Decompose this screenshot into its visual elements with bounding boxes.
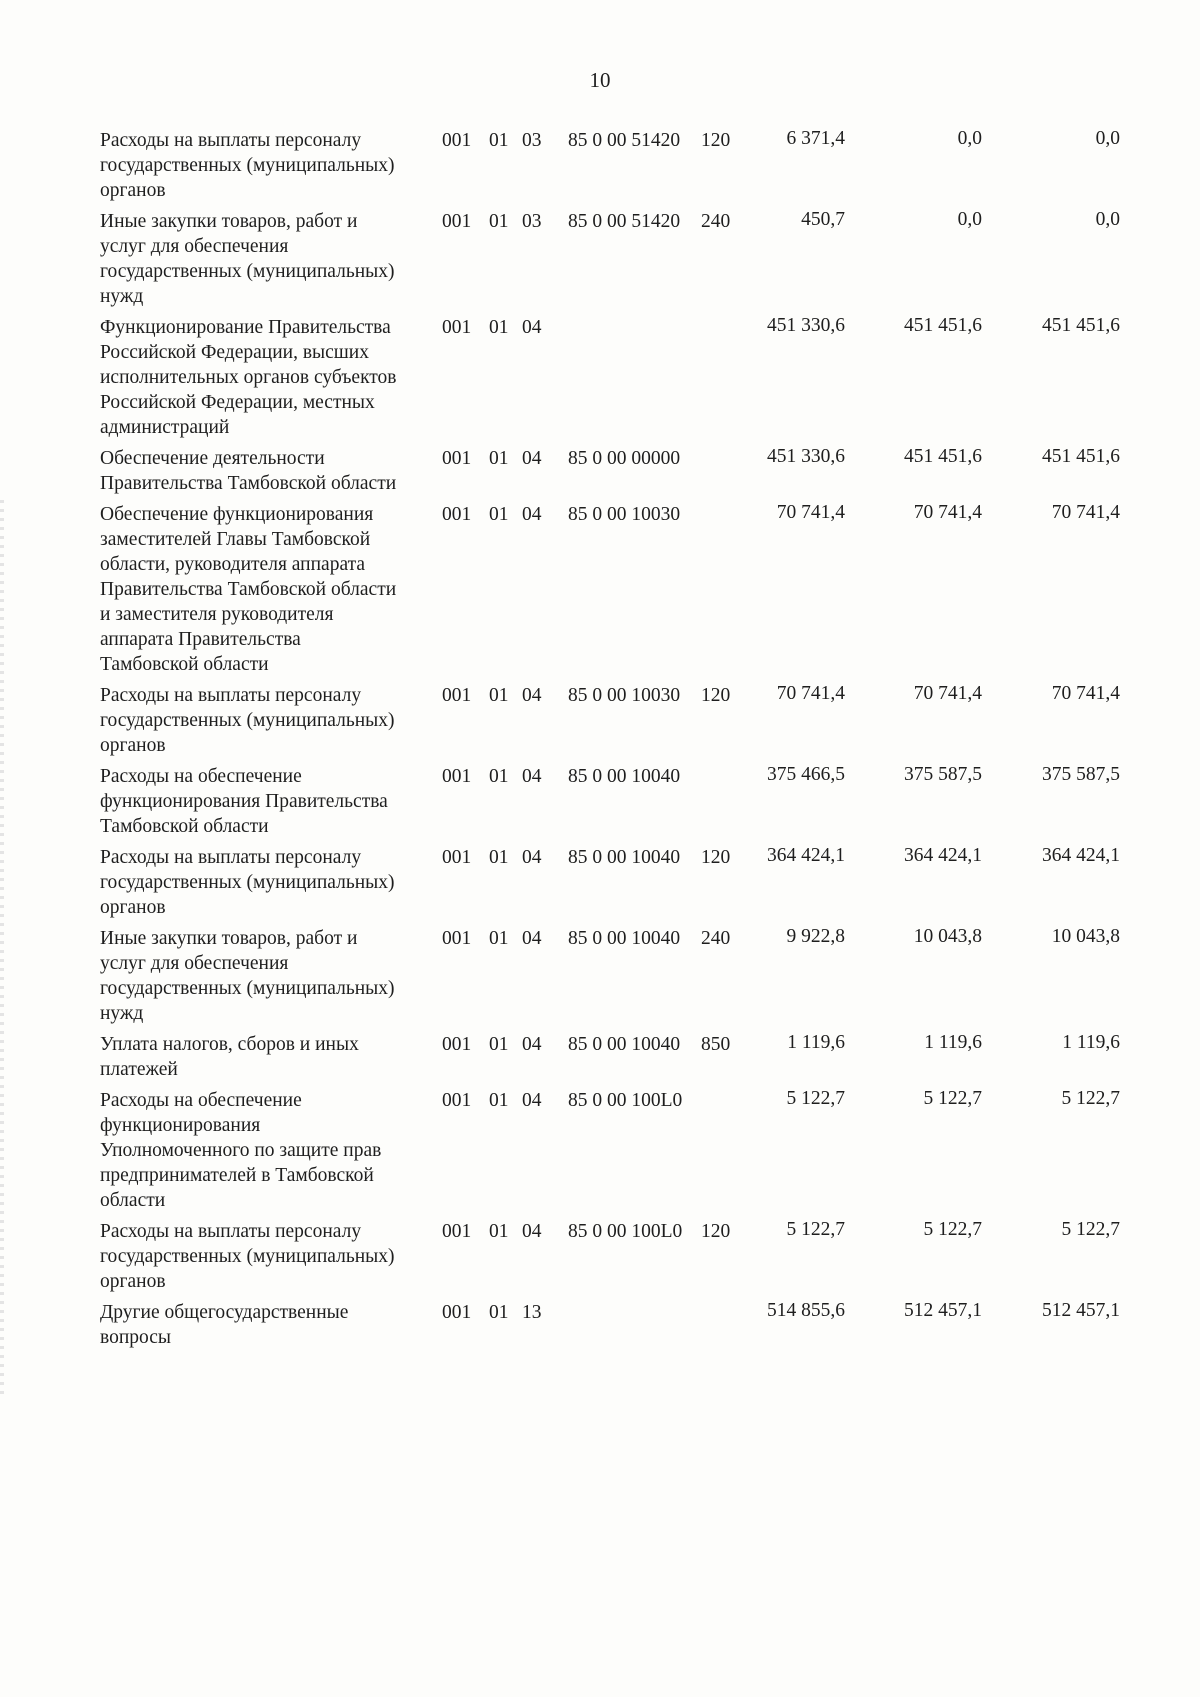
amount-year-1: 450,7 bbox=[801, 209, 845, 230]
subsection-code: 03 bbox=[522, 130, 542, 151]
amount-year-2: 5 122,7 bbox=[923, 1219, 982, 1240]
section-code: 01 bbox=[489, 1034, 509, 1055]
target-article-code: 85 0 00 10030 bbox=[568, 504, 681, 525]
subsection-code: 04 bbox=[522, 766, 542, 787]
row-name: Обеспечение деятельности Правительства Тамбовской области bbox=[100, 448, 397, 494]
table-row bbox=[100, 502, 1180, 677]
ved-code: 001 bbox=[442, 317, 472, 338]
section-code: 01 bbox=[489, 317, 509, 338]
amount-year-1: 9 922,8 bbox=[786, 926, 845, 947]
expense-type-code: 850 bbox=[701, 1034, 731, 1055]
expense-type-code: 120 bbox=[701, 130, 731, 151]
row-name: Расходы на выплаты персоналу государственных (муниципальных) органов bbox=[100, 130, 395, 201]
table-row bbox=[100, 1300, 1180, 1350]
target-article-code: 85 0 00 10040 bbox=[568, 928, 681, 949]
ved-code: 001 bbox=[442, 1090, 472, 1111]
row-name: Расходы на выплаты персоналу государственных (муниципальных) органов bbox=[100, 685, 395, 756]
amount-year-3: 375 587,5 bbox=[1042, 764, 1120, 785]
amount-year-3: 5 122,7 bbox=[1061, 1088, 1120, 1109]
amount-year-2: 10 043,8 bbox=[913, 926, 982, 947]
target-article-code: 85 0 00 10040 bbox=[568, 1034, 681, 1055]
ved-code: 001 bbox=[442, 928, 472, 949]
amount-year-1: 5 122,7 bbox=[786, 1219, 845, 1240]
amount-year-1: 70 741,4 bbox=[776, 502, 845, 523]
amount-year-1: 5 122,7 bbox=[786, 1088, 845, 1109]
amount-year-1: 451 330,6 bbox=[767, 315, 845, 336]
amount-year-1: 375 466,5 bbox=[767, 764, 845, 785]
table-row bbox=[100, 683, 1180, 758]
section-code: 01 bbox=[489, 448, 509, 469]
row-name: Функционирование Правительства Российской Федерации, высших исполнительных органов субъектов Российской Федерации, местных администраций bbox=[100, 317, 397, 438]
ved-code: 001 bbox=[442, 130, 472, 151]
amount-year-1: 6 371,4 bbox=[786, 128, 845, 149]
table-row bbox=[100, 1032, 1180, 1082]
row-name: Уплата налогов, сборов и иных платежей bbox=[100, 1034, 359, 1080]
table-row bbox=[100, 1219, 1180, 1294]
amount-year-2: 375 587,5 bbox=[904, 764, 982, 785]
amount-year-1: 364 424,1 bbox=[767, 845, 845, 866]
amount-year-2: 0,0 bbox=[957, 128, 982, 149]
subsection-code: 13 bbox=[522, 1302, 542, 1323]
row-name: Другие общегосударственные вопросы bbox=[100, 1302, 349, 1348]
subsection-code: 04 bbox=[522, 317, 542, 338]
subsection-code: 04 bbox=[522, 685, 542, 706]
amount-year-3: 451 451,6 bbox=[1042, 446, 1120, 467]
amount-year-1: 451 330,6 bbox=[767, 446, 845, 467]
section-code: 01 bbox=[489, 1221, 509, 1242]
ved-code: 001 bbox=[442, 685, 472, 706]
amount-year-2: 0,0 bbox=[957, 209, 982, 230]
section-code: 01 bbox=[489, 504, 509, 525]
row-name: Иные закупки товаров, работ и услуг для обеспечения государственных (муниципальных) нужд bbox=[100, 211, 395, 307]
target-article-code: 85 0 00 00000 bbox=[568, 448, 681, 469]
page-number: 10 bbox=[589, 68, 611, 92]
amount-year-2: 512 457,1 bbox=[904, 1300, 982, 1321]
section-code: 01 bbox=[489, 685, 509, 706]
amount-year-3: 70 741,4 bbox=[1051, 502, 1120, 523]
amount-year-2: 451 451,6 bbox=[904, 315, 982, 336]
amount-year-3: 70 741,4 bbox=[1051, 683, 1120, 704]
ved-code: 001 bbox=[442, 211, 472, 232]
expense-type-code: 240 bbox=[701, 928, 731, 949]
budget-table bbox=[100, 128, 1180, 1356]
table-row bbox=[100, 446, 1180, 496]
amount-year-3: 5 122,7 bbox=[1061, 1219, 1120, 1240]
amount-year-2: 70 741,4 bbox=[913, 502, 982, 523]
amount-year-3: 0,0 bbox=[1095, 128, 1120, 149]
amount-year-2: 451 451,6 bbox=[904, 446, 982, 467]
ved-code: 001 bbox=[442, 1221, 472, 1242]
target-article-code: 85 0 00 100L0 bbox=[568, 1221, 683, 1242]
expense-type-code: 120 bbox=[701, 847, 731, 868]
row-name: Расходы на обеспечение функционирования Уполномоченного по защите прав предпринимателей в Тамбовской области bbox=[100, 1090, 382, 1211]
expense-type-code: 120 bbox=[701, 1221, 731, 1242]
target-article-code: 85 0 00 10040 bbox=[568, 847, 681, 868]
target-article-code: 85 0 00 51420 bbox=[568, 211, 681, 232]
amount-year-3: 364 424,1 bbox=[1042, 845, 1120, 866]
amount-year-1: 70 741,4 bbox=[776, 683, 845, 704]
ved-code: 001 bbox=[442, 1034, 472, 1055]
table-row bbox=[100, 926, 1180, 1026]
subsection-code: 04 bbox=[522, 504, 542, 525]
table-row bbox=[100, 315, 1180, 440]
amount-year-2: 364 424,1 bbox=[904, 845, 982, 866]
ved-code: 001 bbox=[442, 448, 472, 469]
target-article-code: 85 0 00 51420 bbox=[568, 130, 681, 151]
amount-year-2: 1 119,6 bbox=[924, 1032, 982, 1053]
table-row bbox=[100, 845, 1180, 920]
section-code: 01 bbox=[489, 1302, 509, 1323]
ved-code: 001 bbox=[442, 766, 472, 787]
amount-year-1: 514 855,6 bbox=[767, 1300, 845, 1321]
expense-type-code: 120 bbox=[701, 685, 731, 706]
amount-year-2: 5 122,7 bbox=[923, 1088, 982, 1109]
row-name: Расходы на обеспечение функционирования Правительства Тамбовской области bbox=[100, 766, 388, 837]
section-code: 01 bbox=[489, 766, 509, 787]
subsection-code: 04 bbox=[522, 1221, 542, 1242]
target-article-code: 85 0 00 10040 bbox=[568, 766, 681, 787]
section-code: 01 bbox=[489, 928, 509, 949]
ved-code: 001 bbox=[442, 504, 472, 525]
section-code: 01 bbox=[489, 847, 509, 868]
section-code: 01 bbox=[489, 1090, 509, 1111]
amount-year-3: 0,0 bbox=[1095, 209, 1120, 230]
target-article-code: 85 0 00 10030 bbox=[568, 685, 681, 706]
scan-edge-mark bbox=[0, 500, 4, 1400]
row-name: Расходы на выплаты персоналу государственных (муниципальных) органов bbox=[100, 847, 395, 918]
amount-year-3: 451 451,6 bbox=[1042, 315, 1120, 336]
table-row bbox=[100, 1088, 1180, 1213]
subsection-code: 03 bbox=[522, 211, 542, 232]
amount-year-3: 1 119,6 bbox=[1062, 1032, 1120, 1053]
expense-type-code: 240 bbox=[701, 211, 731, 232]
subsection-code: 04 bbox=[522, 448, 542, 469]
row-name: Обеспечение функционирования заместителей Главы Тамбовской области, руководителя аппарата Правительства Тамбовской области и заместителя руководителя аппарата Правительства Тамбовской области bbox=[100, 504, 397, 675]
amount-year-1: 1 119,6 bbox=[787, 1032, 845, 1053]
row-name: Расходы на выплаты персоналу государственных (муниципальных) органов bbox=[100, 1221, 395, 1292]
section-code: 01 bbox=[489, 211, 509, 232]
amount-year-3: 512 457,1 bbox=[1042, 1300, 1120, 1321]
subsection-code: 04 bbox=[522, 928, 542, 949]
subsection-code: 04 bbox=[522, 1090, 542, 1111]
subsection-code: 04 bbox=[522, 847, 542, 868]
amount-year-3: 10 043,8 bbox=[1051, 926, 1120, 947]
ved-code: 001 bbox=[442, 1302, 472, 1323]
table-row bbox=[100, 128, 1180, 203]
row-name: Иные закупки товаров, работ и услуг для обеспечения государственных (муниципальных) нужд bbox=[100, 928, 395, 1024]
table-row bbox=[100, 209, 1180, 309]
table-row bbox=[100, 764, 1180, 839]
section-code: 01 bbox=[489, 130, 509, 151]
target-article-code: 85 0 00 100L0 bbox=[568, 1090, 683, 1111]
subsection-code: 04 bbox=[522, 1034, 542, 1055]
amount-year-2: 70 741,4 bbox=[913, 683, 982, 704]
ved-code: 001 bbox=[442, 847, 472, 868]
